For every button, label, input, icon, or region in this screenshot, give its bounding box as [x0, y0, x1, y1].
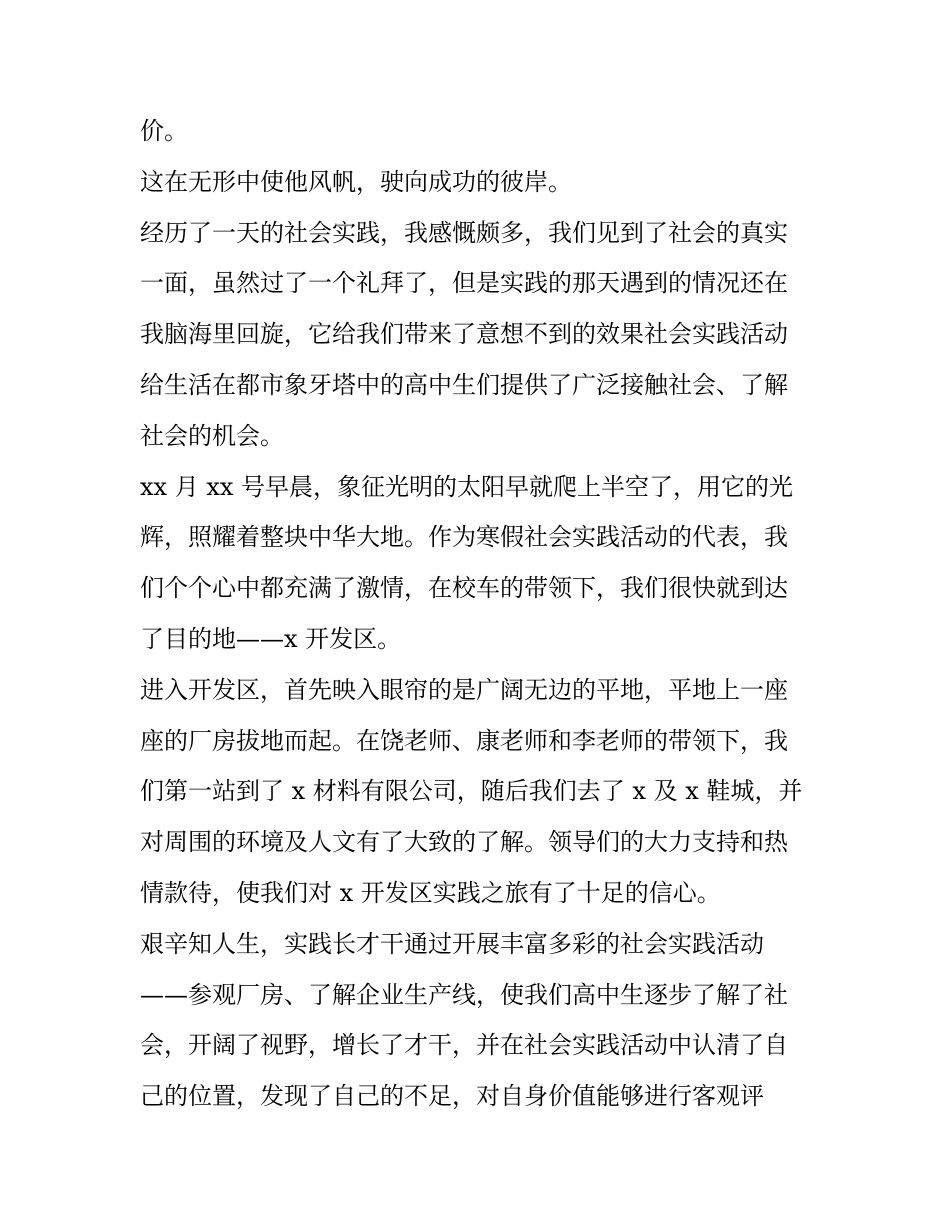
- text-line: 给生活在都市象牙塔中的高中生们提供了广泛接触社会、了解: [140, 370, 788, 399]
- text-line: 情款待，使我们对 x 开发区实践之旅有了十足的信心。: [140, 878, 721, 907]
- text-line: 进入开发区，首先映入眼帘的是广阔无边的平地，平地上一座: [140, 675, 788, 704]
- text-line: ——参观厂房、了解企业生产线，使我们高中生逐步了解了社: [140, 980, 788, 1009]
- text-line: 辉，照耀着整块中华大地。作为寒假社会实践活动的代表，我: [140, 523, 788, 552]
- text-line: 们第一站到了 x 材料有限公司，随后我们去了 x 及 x 鞋城，并: [140, 777, 803, 806]
- text-line: 这在无形中使他风帆，驶向成功的彼岸。: [140, 167, 572, 196]
- text-line: 社会的机会。: [140, 421, 284, 450]
- text-line: 艰辛知人生，实践长才干通过开展丰富多彩的社会实践活动: [140, 929, 764, 958]
- text-line: 我脑海里回旋，它给我们带来了意想不到的效果社会实践活动: [140, 320, 788, 349]
- text-line: 对周围的环境及人文有了大致的了解。领导们的大力支持和热: [140, 828, 788, 857]
- text-line: 价。: [140, 117, 188, 145]
- document-body: [140, 106, 820, 1122]
- text-line: xx 月 xx 号早晨，象征光明的太阳早就爬上半空了，用它的光: [140, 472, 794, 501]
- text-line: 了目的地——x 开发区。: [140, 624, 402, 653]
- text-line: 会，开阔了视野，增长了才干，并在社会实践活动中认清了自: [140, 1031, 788, 1060]
- text-line: 座的厂房拔地而起。在饶老师、康老师和李老师的带领下，我: [140, 726, 788, 755]
- text-line: 们个个心中都充满了激情，在校车的带领下，我们很快就到达: [140, 574, 788, 603]
- text-line: 己的位置，发现了自己的不足，对自身价值能够进行客观评: [140, 1082, 764, 1111]
- text-line: 经历了一天的社会实践，我感慨颇多，我们见到了社会的真实: [140, 218, 788, 247]
- text-line: 一面，虽然过了一个礼拜了，但是实践的那天遇到的情况还在: [140, 269, 788, 298]
